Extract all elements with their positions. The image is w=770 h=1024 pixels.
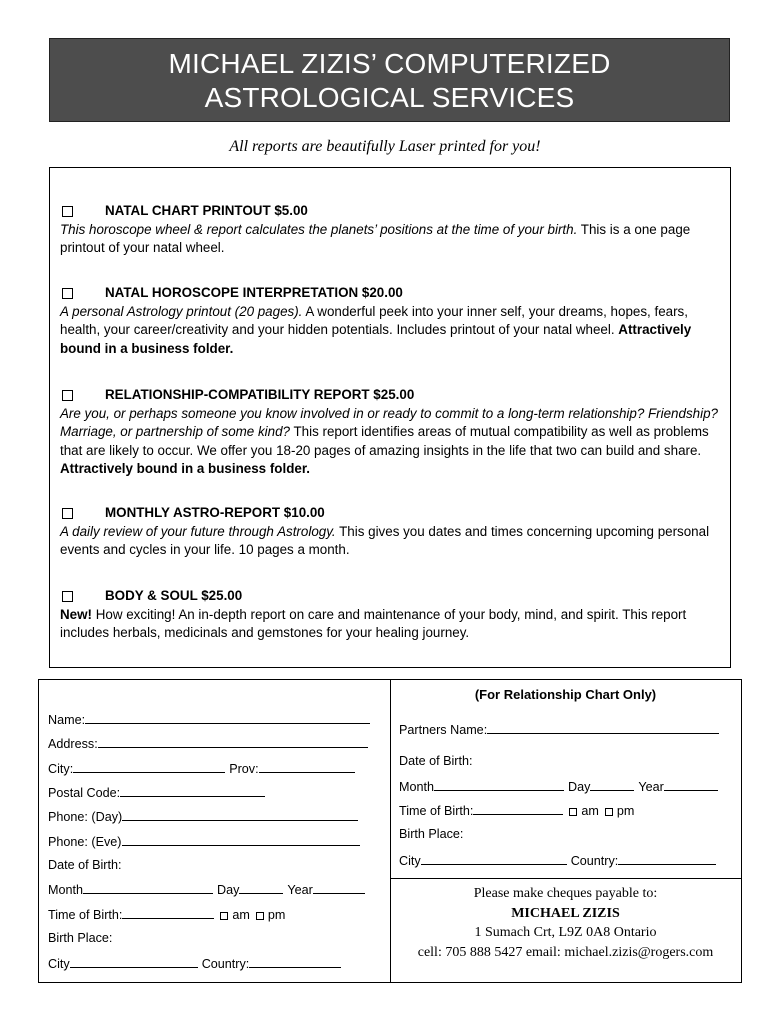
payable-address: 1 Sumach Crt, L9Z 0A8 Ontario [474,925,657,940]
service-monthly [60,504,720,560]
service-description: A personal Astrology printout (20 pages). A wonderful peek into your inner self, your dreams, hopes, fears, health, your career/creativity and your hidden potentials. Includes printout of your natal wheel. Attractively bound in a business folder. [60,303,692,356]
service-title: NATAL HOROSCOPE INTERPRETATION $20.00 [105,285,403,300]
header-title-line1: MICHAEL ZIZIS’ COMPUTERIZED [168,48,611,79]
service-description: This horoscope wheel & report calculates the planets’ positions at the time of your birth. This is a one page printout of your natal wheel. [60,221,691,255]
partner-info-column [390,680,741,982]
service-description: Are you, or perhaps someone you know involved in or ready to commit to a long-term relationship? Friendship? Marriage, or partnership of some kind? This report identifies areas of mutual compatibility as well as problems that are likely to occur. We offer you 18-20 pages of amazing insights in the life that two can build and share. Attractively bound in a business folder. [60,405,718,476]
am-checkbox[interactable] [220,912,228,920]
service-natal-chart [60,202,720,258]
name-field[interactable]: Name: [48,712,370,727]
checkbox-natal-chart[interactable] [62,206,73,217]
postal-code-field[interactable]: Postal Code: [48,785,265,800]
checkbox-relationship[interactable] [62,390,73,401]
checkbox-natal-horoscope[interactable] [62,288,73,299]
payment-info [390,878,741,982]
service-description: A daily review of your future through Astrology. This gives you dates and times concerning upcoming personal events and cycles in your life. 10 pages a month. [60,523,710,557]
service-title: MONTHLY ASTRO-REPORT $10.00 [105,505,325,520]
service-body-soul [60,587,720,643]
service-relationship [60,386,720,479]
header-banner [49,38,730,122]
customer-info-column [39,680,391,982]
header-title-line2: ASTROLOGICAL SERVICES [204,82,575,113]
service-title: RELATIONSHIP-COMPATIBILITY REPORT $25.00 [105,387,415,402]
tagline: All reports are beautifully Laser printed for you! [229,138,541,155]
phone-eve-field[interactable]: Phone: (Eve) [48,834,360,849]
city-prov-field[interactable]: City: Prov: [48,761,355,776]
checkbox-body-soul[interactable] [62,591,73,602]
partner-time-field[interactable]: Time of Birth: am pm [399,804,635,818]
birth-place-label: Birth Place: [48,931,113,945]
address-field[interactable]: Address: [48,736,368,751]
partner-am-checkbox[interactable] [569,808,577,816]
birth-place-field[interactable]: City Country: [48,956,341,971]
payable-name: MICHAEL ZIZIS [511,905,620,921]
relationship-chart-title: (For Relationship Chart Only) [474,687,657,702]
partner-birth-place-field[interactable]: City Country: [399,853,716,868]
phone-day-field[interactable]: Phone: (Day) [48,809,358,824]
services-box [49,167,731,668]
service-description: New! How exciting! An in-depth report on care and maintenance of your body, mind, and spirit. This report includes herbals, medicinals and gemstones for your healing journey. [60,606,687,640]
partner-name-field[interactable]: Partners Name: [399,722,719,737]
dob-label: Date of Birth: [48,858,122,872]
checkbox-monthly[interactable] [62,508,73,519]
payable-contact: cell: 705 888 5427 email: michael.zizis@rogers.com [417,944,714,960]
time-of-birth-field[interactable]: Time of Birth: am pm [48,908,286,922]
partner-dob-field[interactable]: Month Day Year [399,779,718,794]
partner-birth-place-label: Birth Place: [399,827,464,841]
partner-pm-checkbox[interactable] [605,808,613,816]
order-form [38,679,742,983]
dob-field[interactable]: Month Day Year [48,882,365,897]
payable-line: Please make cheques payable to: [473,886,658,901]
partner-dob-label: Date of Birth: [399,754,473,768]
service-natal-horoscope [60,284,720,358]
service-title: NATAL CHART PRINTOUT $5.00 [105,203,308,218]
service-title: BODY & SOUL $25.00 [105,588,243,603]
pm-checkbox[interactable] [256,912,264,920]
